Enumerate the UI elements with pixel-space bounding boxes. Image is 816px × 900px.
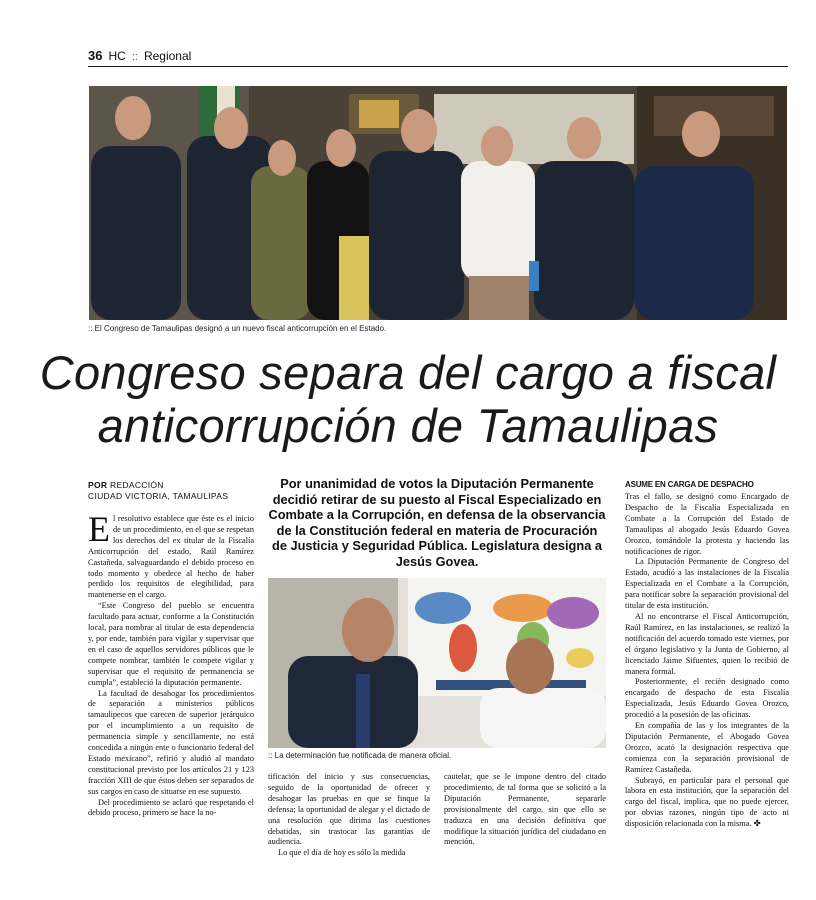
paragraph: Subrayó, en particular para el personal que labora en esta institución, que la separación del cargo del fiscal, implica, que no puede ejercer, por obvias razones, ningún tipo de acto ni disposición relacionada con la misma. ✤ [625,775,789,829]
column-1 [88,509,254,819]
group-photo-illustration [89,86,787,320]
notification-photo-illustration [268,578,606,748]
byline-por: POR [88,480,108,490]
paragraph: Tras el fallo, se designó como Encargado de Despacho de la Fiscalía Especializada en Combate a la Corrupción del Estado de Tamaulipas al abogado Jesús Eduardo Govea Orozco, tomándole la protesta y haciendo las notificaciones de rigor. [625,492,789,556]
column-3 [444,772,606,848]
byline-location: CIUDAD VICTORIA, TAMAULIPAS [88,491,229,501]
drop-cap: E [88,509,110,549]
notification-photo [268,578,606,748]
paragraph: Lo que el día de hoy es sólo la medida [278,848,406,858]
header-separator: :: [131,51,138,63]
byline [88,480,228,502]
paragraph: tificación del inicio y sus consecuencias, seguido de la oportunidad de ofrecer y desahogar las pruebas en que se finque la defensa; la oportunidad de alegar y el dictado de una resolución que dirima las cuestiones debatidas, sin trastocar las garantías de audiencia. [268,772,430,847]
top-photo-caption: :: El Congreso de Tamaulipas designó a un nuevo fiscal anticorrupción en el Estado. [88,324,387,333]
paragraph: Posteriormente, el recién designado como encargado de despacho de esta Fiscalía Especializada, Jesús Eduardo Govea Orozco, procedió a la posesión de las oficinas. [625,677,789,720]
paragraph: Al no encontrarse el Fiscal Anticorrupción, Raúl Ramírez, en las instalaciones, se realizó la notificación del acuerdo tomado este viernes, por el órgano legislativo y la Junta de Gobierno, al licenciado Jaime Sifuentes, quien lo recibió de manera formal. [625,611,789,676]
column-2 [268,772,430,859]
headline-line-2: anticorrupción de Tamaulipas [97,399,719,452]
paragraph: Del procedimiento se aclaró que respetando el debido proceso, primero se hace la no- [88,797,254,818]
paragraph: La facultad de desahogar los procedimientos de separación a ministerios públicos tamaulipecos que carecen de superior jerárquico por el incumplimiento a un requisito de permanencia simple y sencillamente, no está concedida a ningún ente o funcionario federal del Estado mexicano”, refirió y aludió al mandato constitucional previsto por los artículos 21 y 123 fracción XIII de que éstos deben ser separados de sus cargos en caso de situarse en ese supuesto. [88,688,254,796]
paragraph: “Este Congreso del pueblo se encuentra facultado para actuar, conforme a la Constitución local, para nombrar al titular de esta dependencia y, por ende, también para vigilar y supervisar que en el caso de aquellos servidores públicos que le compete nombrar, también le compete vigilar y supervisar que el requisito de permanencia se cumpla”, estableció la diputación permanente. [88,601,254,687]
deck: Por unanimidad de votos la Diputación Permanente decidió retirar de su puesto al Fiscal Especializado en Combate a la Corrupción, en defensa de la observancia de la Constitución federal en materia de Procuración de Justicia y Seguridad Pública. Legislatura designa a Jesús Govea. [268,476,606,569]
headline-line-1: Congreso separa del cargo a fiscal [39,346,777,399]
headline [0,346,816,452]
paragraph: La Diputación Permanente de Congreso del Estado, acudió a las instalaciones de la Fiscalía Especializada en el Combate a la Corrupción, para notificar sobre la separación provisional del titular de esta institución. [625,557,789,611]
page-header [88,48,788,67]
byline-author: REDACCIÓN [110,480,164,490]
paragraph [88,509,254,601]
bottom-photo-caption: :: La determinación fue notificada de manera oficial. [268,751,452,760]
publication-name: HC [108,49,126,63]
paragraph-text: l resolutivo establece que éste es el inicio de un procedimiento, en el que se respetan los derechos del ex titular de la Fiscalía Anticorrupción del estado, Raúl Ramírez Castañeda, salvaguardando el debido proceso en todo momento y obedece al hecho de haber perdido los requisitos de elegibilidad, para mantenerse en el cargo. [88,514,254,600]
page-number: 36 [88,48,103,63]
section-name: Regional [143,49,192,63]
column-4 [625,492,789,830]
subheading: ASUME EN CARGA DE DESPACHO [625,480,754,489]
paragraph: En compañía de las y los integrantes de la Diputación Permanente, el Abogado Govea Orozco, acató la designación respectiva que comienza con la separación provisional de Ramírez Castañeda. [625,721,789,774]
paragraph: cautelar, que se le impone dentro del citado procedimiento, de tal forma que se solicitó a la Diputación Permanente, separarle provisionalmente del cargo, sin que ello se traduzca en una decisión definitiva que modifique la situación jurídica del ciudadano en mención. [444,772,606,847]
group-photo [89,86,787,320]
